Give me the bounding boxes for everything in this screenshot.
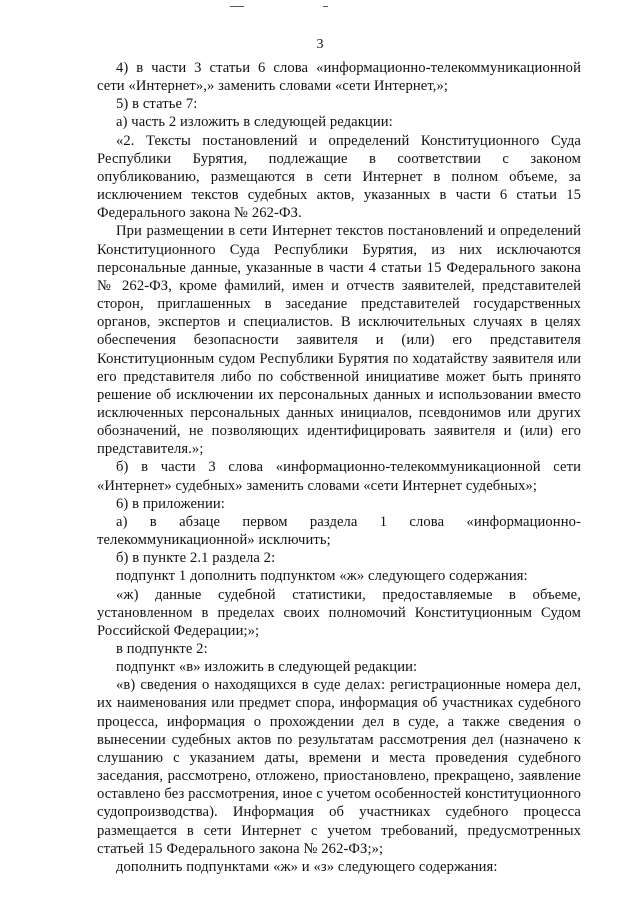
paragraph-item-5: 5) в статье 7:: [116, 96, 198, 113]
page-number: 3: [316, 37, 324, 52]
paragraph-subitem-a: а) часть 2 изложить в следующей редакции:: [116, 114, 393, 131]
paragraph-internet-placement: При размещении в сети Интернет текстов постановлений и определений Конституционного Суда Республики Бурятия, из них исключаются персональные данные, указанные в части 4 статьи 15 Федерального закона № 262-ФЗ, кроме фамилий, имен и отчеств заявителей, представителей сторон, приглашенных в заседание представителей государственных органов, экспертов и специалистов. В исключительных случаях в целях обеспечения безопасности заявителя и (или) его представителя Конституционным судом Республики Бурятия по ходатайству заявителя или его представителя либо по собственной инициативе может быть принято решение об исключении их персональных данных и использовании вместо исключенных персональных данных инициалов, псевдонимов или других обозначений, не позволяющих идентифицировать заявителя и (или) его представителя.»;: [97, 223, 581, 458]
paragraph-quote-part-2: «2. Тексты постановлений и определений Конституционного Суда Республики Бурятия, подлежащие в соответствии с законом опубликованию, размещаются в сети Интернет в полном объеме, за исключением текстов судебных актов, указанных в части 6 статьи 15 Федерального закона № 262-ФЗ.: [97, 132, 581, 222]
paragraph-item-4: 4) в части 3 статьи 6 слова «информационно-телекоммуникационной сети «Интернет»,» заменить словами «сети Интернет,»;: [97, 60, 581, 95]
paragraph-add-zh-z: дополнить подпунктами «ж» и «з» следующего содержания:: [116, 858, 498, 875]
paragraph-quote-zh: «ж) данные судебной статистики, предоставляемые в объеме, установленном в пределах своих полномочий Конституционным Судом Российской Федерации;»;: [97, 586, 581, 639]
paragraph-subitem-b: б) в части 3 слова «информационно-телекоммуникационной сети «Интернет» судебных» заменить словами «сети Интернет судебных»;: [97, 459, 581, 494]
paragraph-subpoint-2: в подпункте 2:: [116, 641, 208, 657]
document-body: [97, 59, 581, 876]
paragraph-subpoint-1: подпункт 1 дополнить подпунктом «ж» следующего содержания:: [116, 568, 528, 585]
paragraph-appendix-b: б) в пункте 2.1 раздела 2:: [116, 550, 276, 567]
paragraph-quote-v: «в) сведения о находящихся в суде делах: регистрационные номера дел, их наименования или предмет спора, информация об участниках судебного процесса, информация о прохождении дел в суде, а также сведения о вынесении судебных актов по результатам рассмотрения дел (назначено к слушанию с указанием даты, времени и места проведения судебного заседания, рассмотрено, отложено, приостановлено, прекращено, заявление оставлено без рассмотрения, иное с учетом особенностей конституционного судопроизводства). Информация об участниках судебного процесса размещается в сети Интернет с учетом требований, предусмотренных статьей 15 Федерального закона № 262-ФЗ;»;: [97, 677, 581, 857]
paragraph-subpoint-v-intro: подпункт «в» изложить в следующей редакции:: [116, 659, 418, 676]
paragraph-item-6: 6) в приложении:: [116, 495, 225, 512]
scan-artifact-marks: [0, 6, 640, 12]
paragraph-appendix-a: а) в абзаце первом раздела 1 слова «информационно-телекоммуникационной» исключить;: [97, 513, 581, 549]
